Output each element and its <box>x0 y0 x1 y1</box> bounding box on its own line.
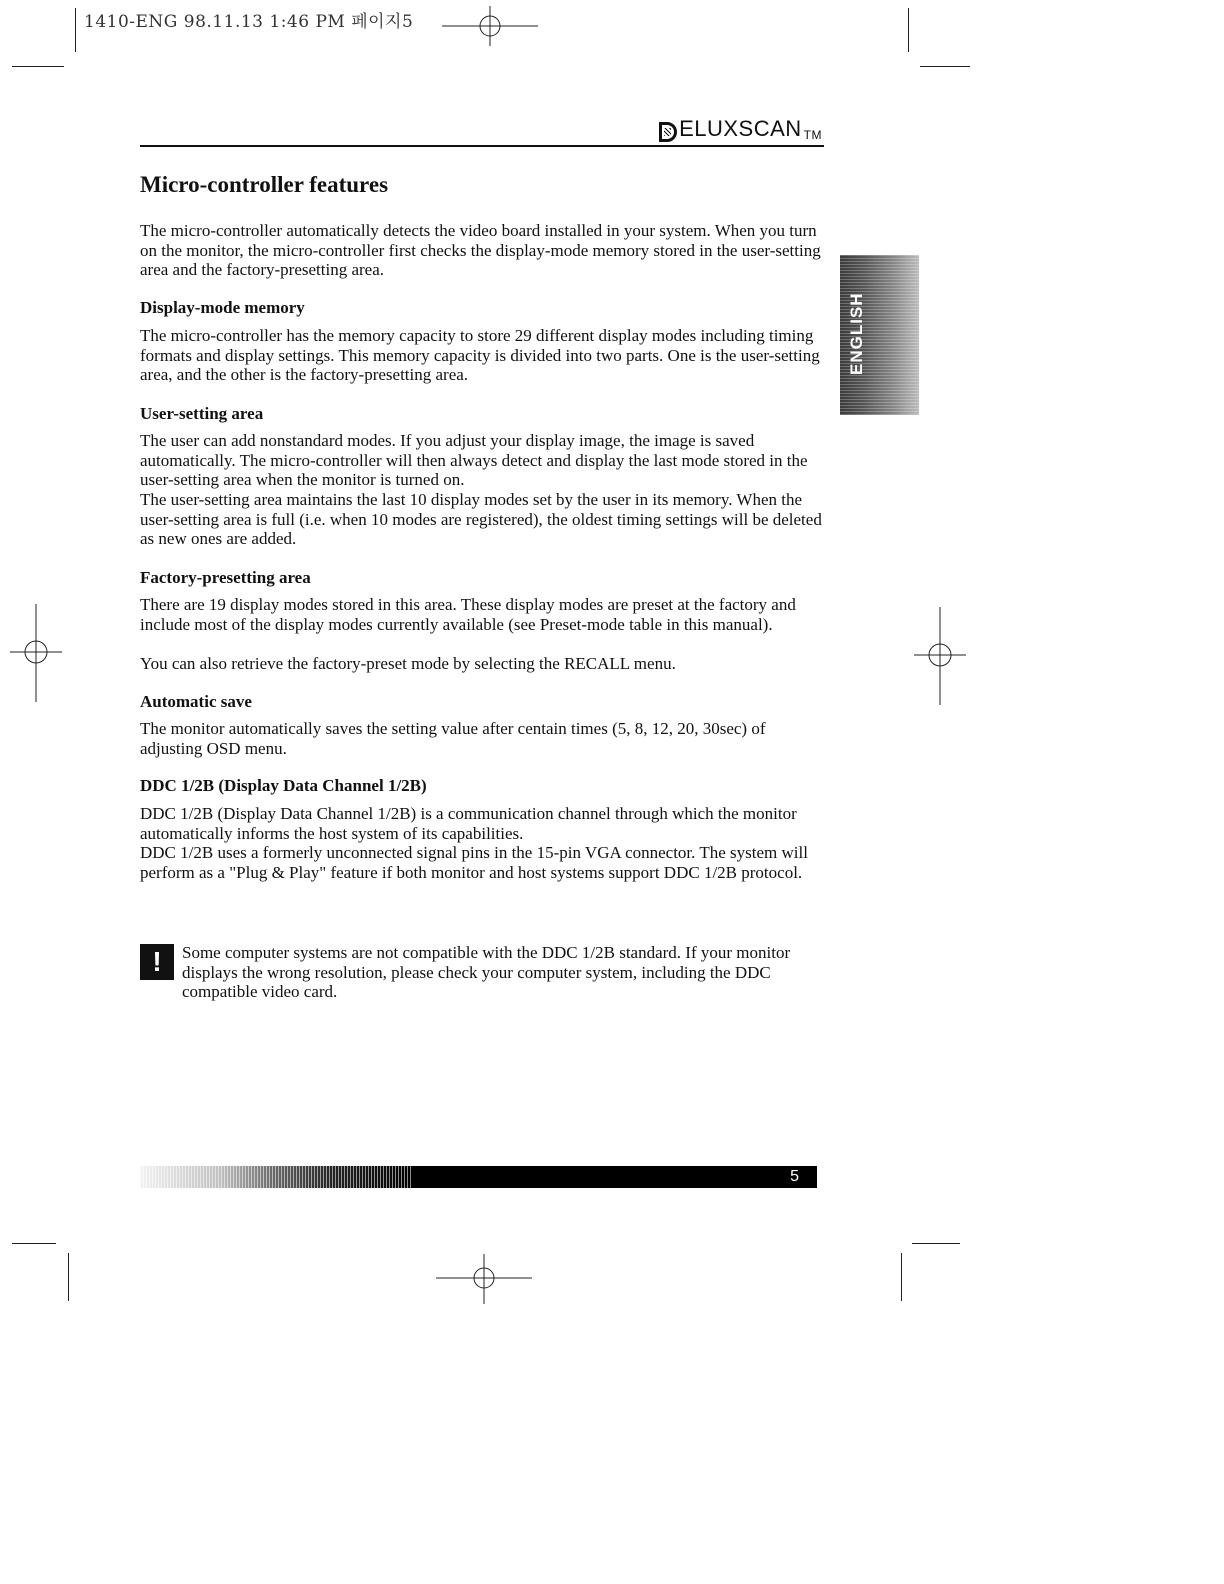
section-body-display-mode-memory: The micro-controller has the memory capacity to store 29 different display modes including timing formats and display settings. This memory capacity is divided into two parts. One is the user-setting area, and the other is the factory-presetting area. <box>140 326 820 384</box>
crop-mark <box>901 1253 902 1301</box>
section-body-factory-presetting-area: There are 19 display modes stored in this area. These display modes are preset at the factory and include most of the display modes currently available (see Preset-mode table in this manual). <box>140 595 796 634</box>
brand-logo <box>659 116 822 142</box>
page-title: Micro-controller features <box>140 172 389 197</box>
registration-mark-icon <box>442 6 538 46</box>
registration-mark-icon <box>436 1254 532 1304</box>
section-heading-ddc: DDC 1/2B (Display Data Channel 1/2B) <box>140 776 427 795</box>
section-heading-user-setting-area: User-setting area <box>140 404 264 423</box>
section-body-ddc: DDC 1/2B (Display Data Channel 1/2B) is a communication channel through which the monitor automatically informs the host system of its capabilities. <box>140 804 797 843</box>
print-slug: 1410-ENG 98.11.13 1:46 PM 페이지5 <box>84 12 414 32</box>
section-heading-automatic-save: Automatic save <box>140 692 252 711</box>
brand-name: ELUXSCAN <box>679 116 802 141</box>
page-number: 5 <box>790 1168 799 1185</box>
section-body-ddc-2: DDC 1/2B uses a formerly unconnected signal pins in the 15-pin VGA connector. The system will perform as a "Plug & Play" feature if both monitor and host systems support DDC 1/2B protocol. <box>140 843 808 882</box>
section-body-automatic-save: The monitor automatically saves the setting value after centain times (5, 8, 12, 20, 30sec) of adjusting OSD menu. <box>140 719 766 758</box>
brand-trademark: TM <box>803 128 822 142</box>
intro-paragraph: The micro-controller automatically detects the video board installed in your system. When you turn on the monitor, the micro-controller first checks the display-mode memory stored in the user-setting area and the factory-presetting area. <box>140 221 821 279</box>
section-heading-display-mode-memory: Display-mode memory <box>140 298 305 317</box>
language-tab-label: ENGLISH <box>847 292 866 375</box>
crop-mark <box>12 1243 56 1244</box>
crop-mark <box>920 66 970 67</box>
registration-mark-icon <box>914 607 966 705</box>
crop-mark <box>12 66 64 67</box>
section-heading-factory-presetting-area: Factory-presetting area <box>140 568 311 587</box>
language-tab <box>840 255 919 415</box>
header-rule <box>140 145 824 147</box>
footer-bar <box>140 1166 817 1188</box>
section-body-user-setting-area-2: The user-setting area maintains the last 10 display modes set by the user in its memory. When the user-setting area is full (i.e. when 10 modes are registered), the oldest timing settings will be deleted as new ones are added. <box>140 490 822 548</box>
crop-mark <box>68 1253 69 1301</box>
note-text: Some computer systems are not compatible with the DDC 1/2B standard. If your monitor displays the wrong resolution, please check your computer system, including the DDC compatible video card. <box>182 943 791 1001</box>
registration-mark-icon <box>10 604 62 702</box>
warning-icon: ! <box>140 944 174 980</box>
brand-mark-icon <box>659 122 677 142</box>
crop-mark <box>75 8 76 52</box>
crop-mark <box>908 8 909 52</box>
section-body-user-setting-area: The user can add nonstandard modes. If you adjust your display image, the image is saved automatically. The micro-controller will then always detect and display the last mode stored in the user-setting area when the monitor is turned on. <box>140 431 808 489</box>
section-body-factory-presetting-area-2: You can also retrieve the factory-preset mode by selecting the RECALL menu. <box>140 654 676 673</box>
crop-mark <box>912 1243 960 1244</box>
